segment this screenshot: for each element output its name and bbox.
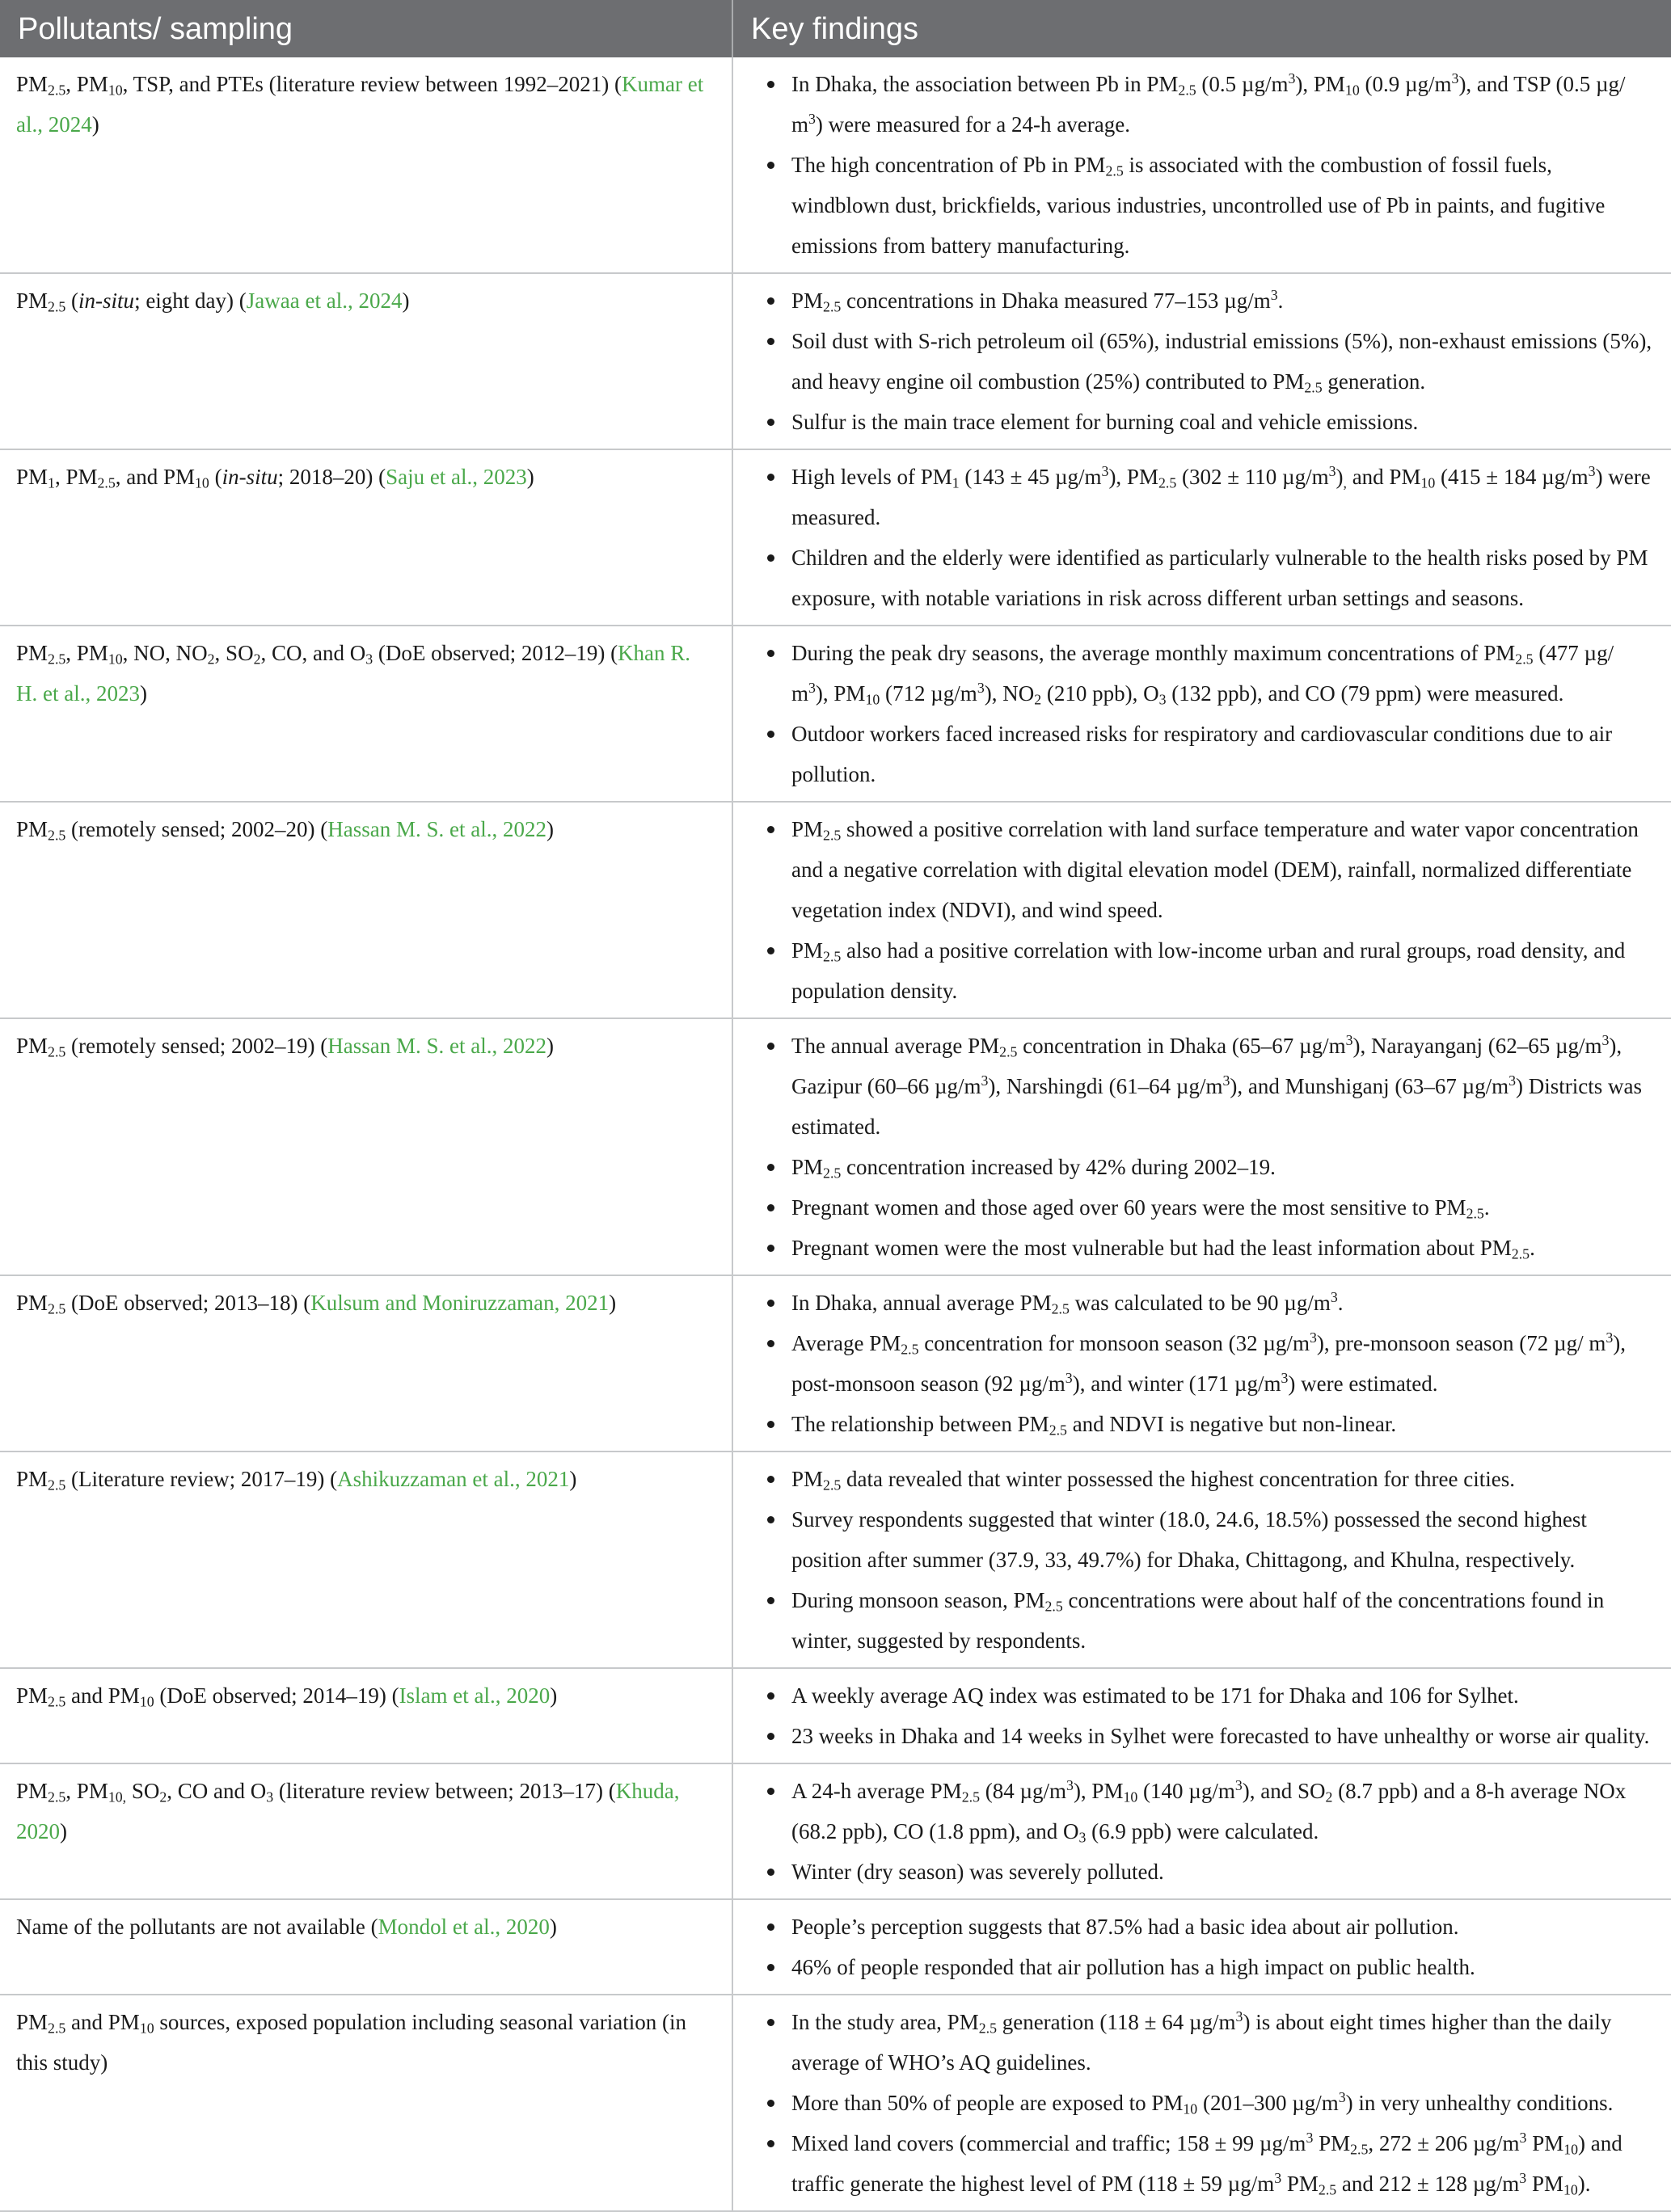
table-row — [0, 273, 1671, 449]
finding-item: $PM_{2.5}$ concentrations in Dhaka measured 77–153 $\mu g/m^3$. — [791, 280, 1655, 321]
finding-item: $PM_{2.5}$ showed a positive correlation with land surface temperature and water vapor concentration and a negative correlation with digital elevation model (DEM), rainfall, normalized differentiate vegetation index (NDVI), and wind speed. — [791, 809, 1655, 930]
closing-paren: ) — [546, 817, 554, 841]
table-row — [0, 1899, 1671, 1995]
findings-list — [749, 457, 1655, 618]
findings-cell — [732, 57, 1671, 273]
finding-item: Children and the elderly were identified as particularly vulnerable to the health risks posed by PM exposure, with notable variations in risk across different urban settings and seasons. — [791, 537, 1655, 618]
findings-cell — [732, 802, 1671, 1018]
finding-item: Average $PM_{2.5}$ concentration for monsoon season (32 $\mu g/m^3$), pre-monsoon season (72 µg/ $m^3$), post-monsoon season (92 $\mu g/m^3$), and winter (171 $\mu g/m^3$) were estimated. — [791, 1323, 1655, 1404]
header-key-findings: Key findings — [732, 0, 1671, 57]
reference-link[interactable]: Khan R. H. et al., 2023 — [16, 641, 691, 706]
table-row — [0, 1275, 1671, 1451]
reference-link[interactable]: Kulsum and Moniruzzaman, 2021 — [310, 1291, 610, 1315]
header-pollutants: Pollutants/ sampling — [0, 0, 732, 57]
closing-paren: ) — [550, 1683, 558, 1708]
table-row — [0, 1763, 1671, 1899]
finding-item: $PM_{2.5}$ concentration increased by 42% during 2002–19. — [791, 1147, 1655, 1187]
finding-item: In the study area, $PM_{2.5}$ generation (118 ± 64 $\mu g/m^3$) is about eight times higher than the daily average of WHO’s AQ guidelines. — [791, 2002, 1655, 2083]
findings-list — [749, 1907, 1655, 1987]
findings-cell — [732, 626, 1671, 802]
table-row — [0, 626, 1671, 802]
finding-item: During monsoon season, $PM_{2.5}$ concentrations were about half of the concentrations found in winter, suggested by respondents. — [791, 1580, 1655, 1661]
findings-list — [749, 2002, 1655, 2204]
pollutants-text: $PM_{2.5}$ and $PM_{10}$ (DoE observed; 2014–19) ( — [16, 1683, 399, 1710]
findings-list — [749, 280, 1655, 442]
finding-item: The high concentration of Pb in $PM_{2.5}$ is associated with the combustion of fossil fuels, windblown dust, brickfields, various industries, uncontrolled use of Pb in paints, and fugitive emissions from battery manufacturing. — [791, 145, 1655, 266]
table-row — [0, 1451, 1671, 1668]
findings-list — [749, 809, 1655, 1011]
finding-item: $PM_{2.5}$ also had a positive correlation with low-income urban and rural groups, road density, and population density. — [791, 930, 1655, 1011]
closing-paren: ) — [139, 681, 147, 706]
findings-cell — [732, 1668, 1671, 1763]
findings-list — [749, 64, 1655, 266]
finding-item: More than 50% of people are exposed to $PM_{10}$ (201–300 $\mu g/m^3$) in very unhealthy conditions. — [791, 2083, 1655, 2123]
reference-link[interactable]: Jawaa et al., 2024 — [246, 289, 403, 313]
findings-cell — [732, 449, 1671, 626]
reference-link[interactable]: Saju et al., 2023 — [386, 465, 527, 489]
table-row — [0, 1018, 1671, 1275]
pollutants-text: $PM_{2.5}$, $PM_{10}$, TSP, and PTEs (literature review between 1992–2021) ( — [16, 72, 622, 99]
pollutants-text: $PM_{2.5}$ (DoE observed; 2013–18) ( — [16, 1291, 311, 1317]
findings-list — [749, 1675, 1655, 1756]
finding-item: $PM_{2.5}$ data revealed that winter possessed the highest concentration for three cities. — [791, 1459, 1655, 1499]
pollutants-cell — [0, 1668, 732, 1763]
pollutants-text: Name of the pollutants are not available ( — [16, 1915, 378, 1939]
finding-item: Sulfur is the main trace element for burning coal and vehicle emissions. — [791, 402, 1655, 442]
findings-cell — [732, 1018, 1671, 1275]
finding-item: Pregnant women were the most vulnerable but had the least information about $PM_{2.5}$. — [791, 1228, 1655, 1268]
pollutants-cell — [0, 1275, 732, 1451]
finding-item: During the peak dry seasons, the average monthly maximum concentrations of $PM_{2.5}$ (477 µg/ $m^3$), $PM_{10}$ (712 $\mu g/m^3$), $NO_2$ (210 ppb), $O_3$ (132 ppb), and CO (79 ppm) were measured. — [791, 633, 1655, 714]
finding-item: 23 weeks in Dhaka and 14 weeks in Sylhet were forecasted to have unhealthy or worse air quality. — [791, 1716, 1655, 1756]
finding-item: Winter (dry season) was severely polluted. — [791, 1852, 1655, 1892]
pollutants-text: $PM_{2.5}$ (Literature review; 2017–19) ( — [16, 1467, 338, 1494]
closing-paren: ) — [402, 289, 410, 313]
pollutants-text: $PM_{2.5}$ (in-situ; eight day) ( — [16, 289, 247, 315]
finding-item: A 24-h average $PM_{2.5}$ (84 $\mu g/m^3$), $PM_{10}$ (140 $\mu g/m^3$), and $SO_2$ (8.7 ppb) and a 8-h average NOx (68.2 ppb), CO (1.8 ppm), and $O_3$ (6.9 ppb) were calculated. — [791, 1771, 1655, 1852]
pollutants-text: $PM_{2.5}$, $PM_{10}$, NO, $NO_2$, $SO_2$, CO, and $O_3$ (DoE observed; 2012–19) ( — [16, 641, 618, 668]
finding-item: In Dhaka, the association between Pb in $PM_{2.5}$ (0.5 $\mu g/m^3$), $PM_{10}$ (0.9 $\mu g/m^3$), and TSP (0.5 µg/ $m^3$) were measured for a 24-h average. — [791, 64, 1655, 145]
finding-item: A weekly average AQ index was estimated to be 171 for Dhaka and 106 for Sylhet. — [791, 1675, 1655, 1716]
reference-link[interactable]: Islam et al., 2020 — [399, 1683, 551, 1708]
reference-link[interactable]: Kumar et al., 2024 — [16, 72, 704, 137]
findings-cell — [732, 1899, 1671, 1995]
pollutants-text: $PM_{2.5}$ (remotely sensed; 2002–20) ( — [16, 817, 328, 844]
pollutants-cell — [0, 1763, 732, 1899]
reference-link[interactable]: Hassan M. S. et al., 2022 — [327, 817, 546, 841]
closing-paren: ) — [526, 465, 534, 489]
pollutants-cell — [0, 449, 732, 626]
table-body — [0, 57, 1671, 2211]
finding-item: High levels of $PM_1$ (143 ± 45 $\mu g/m^3$), $PM_{2.5}$ (302 ± 110 $\mu g/m^3)_,$ and $PM_{10}$ (415 ± 184 $\mu g/m^3$) were measured. — [791, 457, 1655, 537]
findings-cell — [732, 1763, 1671, 1899]
finding-item: Mixed land covers (commercial and traffic; 158 ± 99 $\mu g/m^3$ $PM_{2.5}$, 272 ± 206 $\mu g/m^3$ $PM_{10}$) and traffic generate the highest level of PM (118 ± 59 $\mu g/m^3$ $PM_{2.5}$ and 212 ± 128 $\mu g/m^3$ $PM_{10}$). — [791, 2123, 1655, 2204]
pollutants-cell — [0, 802, 732, 1018]
table-row — [0, 802, 1671, 1018]
finding-item: In Dhaka, annual average $PM_{2.5}$ was calculated to be 90 $\mu g/m^3$. — [791, 1283, 1655, 1323]
closing-paren: ) — [549, 1915, 557, 1939]
finding-item: The relationship between $PM_{2.5}$ and NDVI is negative but non-linear. — [791, 1404, 1655, 1444]
closing-paren: ) — [569, 1467, 577, 1491]
finding-item: People’s perception suggests that 87.5% had a basic idea about air pollution. — [791, 1907, 1655, 1947]
finding-item: Pregnant women and those aged over 60 years were the most sensitive to $PM_{2.5}$. — [791, 1187, 1655, 1228]
closing-paren: ) — [60, 1819, 67, 1843]
finding-item: Outdoor workers faced increased risks for respiratory and cardiovascular conditions due to air pollution. — [791, 714, 1655, 794]
finding-item: The annual average $PM_{2.5}$ concentration in Dhaka (65–67 $\mu g/m^3$), Narayanganj (62–65 $\mu g/m^3$), Gazipur (60–66 $\mu g/m^3$), Narshingdi (61–64 $\mu g/m^3$), and Munshiganj (63–67 $\mu g/m^3$) Districts was estimated. — [791, 1026, 1655, 1147]
pollutants-text: $PM_1$, $PM_{2.5}$, and $PM_{10}$ (in-situ; 2018–20) ( — [16, 465, 386, 491]
table-row — [0, 449, 1671, 626]
findings-list — [749, 1026, 1655, 1268]
pollutants-text: $PM_{2.5}$ and $PM_{10}$ sources, exposed population including seasonal variation (in this study) — [16, 2010, 686, 2075]
closing-paren: ) — [91, 112, 99, 137]
pollutants-text: $PM_{2.5}$ (remotely sensed; 2002–19) ( — [16, 1034, 328, 1060]
pollutants-cell — [0, 1018, 732, 1275]
reference-link[interactable]: Hassan M. S. et al., 2022 — [327, 1034, 546, 1058]
pollutants-cell — [0, 626, 732, 802]
findings-cell — [732, 1451, 1671, 1668]
pollutants-text: $PM_{2.5}$, $PM_{10,}$ $SO_2$, CO and $O_3$ (literature review between; 2013–17) ( — [16, 1779, 616, 1805]
findings-list — [749, 633, 1655, 794]
findings-list — [749, 1459, 1655, 1661]
reference-link[interactable]: Ashikuzzaman et al., 2021 — [337, 1467, 570, 1491]
findings-cell — [732, 1275, 1671, 1451]
pollutants-cell — [0, 273, 732, 449]
findings-list — [749, 1283, 1655, 1444]
finding-item: Survey respondents suggested that winter (18.0, 24.6, 18.5%) possessed the second highest position after summer (37.9, 33, 49.7%) for Dhaka, Chittagong, and Khulna, respectively. — [791, 1499, 1655, 1580]
pollutants-cell — [0, 1995, 732, 2211]
pollutants-cell — [0, 1899, 732, 1995]
pollutants-cell — [0, 1451, 732, 1668]
closing-paren: ) — [546, 1034, 554, 1058]
closing-paren: ) — [609, 1291, 617, 1315]
table-header — [0, 0, 1671, 57]
table-row — [0, 1668, 1671, 1763]
finding-item: Soil dust with S-rich petroleum oil (65%), industrial emissions (5%), non-exhaust emissions (5%), and heavy engine oil combustion (25%) contributed to $PM_{2.5}$ generation. — [791, 321, 1655, 402]
finding-item: 46% of people responded that air pollution has a high impact on public health. — [791, 1947, 1655, 1987]
table-row — [0, 57, 1671, 273]
reference-link[interactable]: Mondol et al., 2020 — [378, 1915, 550, 1939]
findings-list — [749, 1771, 1655, 1892]
pollutants-cell — [0, 57, 732, 273]
table-row — [0, 1995, 1671, 2211]
header-row — [0, 0, 1671, 57]
findings-cell — [732, 273, 1671, 449]
findings-cell — [732, 1995, 1671, 2211]
reference-link[interactable]: Khuda, 2020 — [16, 1779, 680, 1843]
